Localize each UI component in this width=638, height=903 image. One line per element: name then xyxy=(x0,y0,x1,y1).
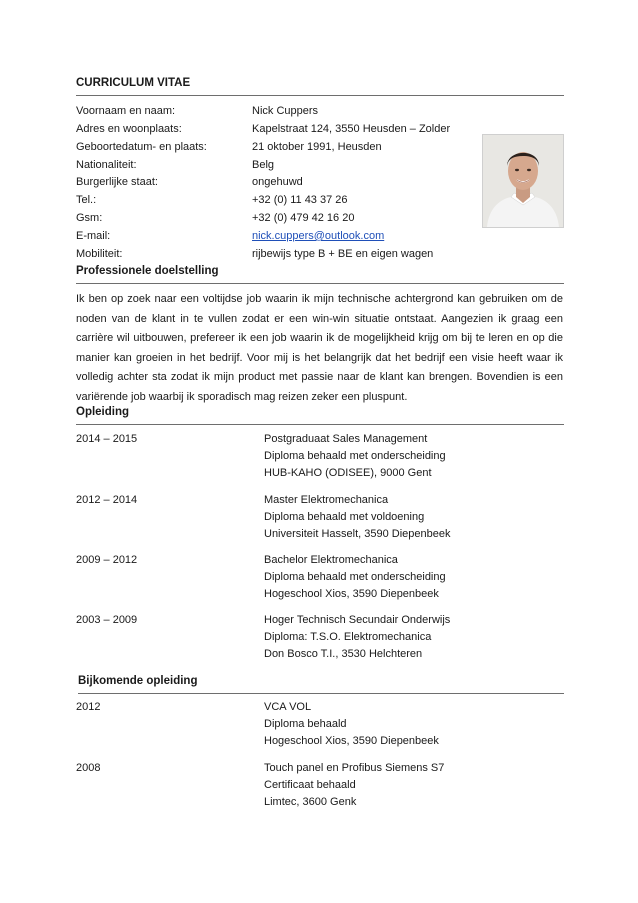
email-link[interactable]: nick.cuppers@outlook.com xyxy=(252,230,385,242)
entry-line: Certificaat behaald xyxy=(264,778,356,791)
info-value: Nick Cuppers xyxy=(252,105,319,117)
entry-line: Diploma behaald met onderscheiding xyxy=(264,449,446,462)
entry-details xyxy=(264,552,446,602)
info-row-phone xyxy=(76,192,496,209)
info-value: +32 (0) 479 42 16 20 xyxy=(252,212,355,224)
entry-period: 2012 xyxy=(76,701,101,713)
section-heading-additional: Bijkomende opleiding xyxy=(78,674,564,694)
info-row-email xyxy=(76,228,496,245)
entry-line: Diploma: T.S.O. Elektromechanica xyxy=(264,630,432,643)
entry-period: 2012 – 2014 xyxy=(76,494,138,506)
info-label: Burgerlijke staat: xyxy=(76,176,158,188)
entry-details xyxy=(264,760,444,810)
info-label: Mobiliteit: xyxy=(76,248,123,260)
profile-photo xyxy=(482,134,564,228)
info-label: Voornaam en naam: xyxy=(76,105,176,117)
entry-line: Diploma behaald met voldoening xyxy=(264,510,425,523)
portrait-illustration xyxy=(483,135,563,227)
entry-period: 2009 – 2012 xyxy=(76,554,138,566)
section-heading-objective: Professionele doelstelling xyxy=(76,264,564,284)
info-row-civil-status xyxy=(76,174,496,191)
entry-line: HUB-KAHO (ODISEE), 9000 Gent xyxy=(264,466,432,479)
entry-line: Don Bosco T.I., 3530 Helchteren xyxy=(264,647,423,660)
cv-title: CURRICULUM VITAE xyxy=(76,76,564,96)
objective-text: Ik ben op zoek naar een voltijdse job waarin ik mijn technische achtergrond kan gebruiken om de noden van de klant in te vullen zodat er een win-win situatie ontstaat. Aangezien ik graag een carrière wil uitbouwen, prefereer ik een job waarin ik de mogelijkheid krijg om bij te leren en op die manier kan groeien in het bedrijf. Voor mij is het belangrijk dat het bedrijf een visie heeft waar ik volledig achter sta zodat ik mijn product met passie naar de klant kan brengen. Bovendien is een variërende job waarbij ik sporadisch mag reizen zeker een pluspunt. xyxy=(76,293,563,403)
entry-period: 2008 xyxy=(76,762,101,774)
info-value: Kapelstraat 124, 3550 Heusden – Zolder xyxy=(252,123,451,135)
info-value: Belg xyxy=(252,159,275,171)
info-label: Adres en woonplaats: xyxy=(76,123,182,135)
entry-period: 2014 – 2015 xyxy=(76,433,138,445)
info-row-nationality xyxy=(76,157,496,174)
info-row-mobility xyxy=(76,246,496,263)
info-label: Tel.: xyxy=(76,194,97,206)
entry-line: Hogeschool Xios, 3590 Diepenbeek xyxy=(264,734,439,747)
entry-details xyxy=(264,431,446,481)
info-label: E-mail: xyxy=(76,230,111,242)
entry-line: Diploma behaald xyxy=(264,717,347,730)
info-value: ongehuwd xyxy=(252,176,303,188)
entry-details xyxy=(264,492,451,542)
info-row-birth xyxy=(76,139,496,156)
entry-details xyxy=(264,699,439,749)
entry-line: Diploma behaald met onderscheiding xyxy=(264,570,446,583)
info-row-address xyxy=(76,121,496,138)
info-value: +32 (0) 11 43 37 26 xyxy=(252,194,348,206)
entry-period: 2003 – 2009 xyxy=(76,614,138,626)
entry-line: Universiteit Hasselt, 3590 Diepenbeek xyxy=(264,527,451,540)
info-value: 21 oktober 1991, Heusden xyxy=(252,141,382,153)
entry-line: VCA VOL xyxy=(264,701,312,713)
info-row-mobile xyxy=(76,210,496,227)
info-row-name xyxy=(76,103,496,120)
entry-line: Bachelor Elektromechanica xyxy=(264,554,398,566)
entry-line: Master Elektromechanica xyxy=(264,494,389,506)
entry-line: Postgraduaat Sales Management xyxy=(264,433,428,445)
entry-line: Hoger Technisch Secundair Onderwijs xyxy=(264,614,451,626)
info-label: Gsm: xyxy=(76,212,103,224)
entry-line: Limtec, 3600 Genk xyxy=(264,795,357,808)
entry-line: Hogeschool Xios, 3590 Diepenbeek xyxy=(264,587,439,600)
info-label: Nationaliteit: xyxy=(76,159,137,171)
entry-details xyxy=(264,612,450,662)
entry-line: Touch panel en Profibus Siemens S7 xyxy=(264,762,445,774)
section-heading-education: Opleiding xyxy=(76,405,564,425)
info-value: rijbewijs type B + BE en eigen wagen xyxy=(252,248,434,260)
info-label: Geboortedatum- en plaats: xyxy=(76,141,207,153)
